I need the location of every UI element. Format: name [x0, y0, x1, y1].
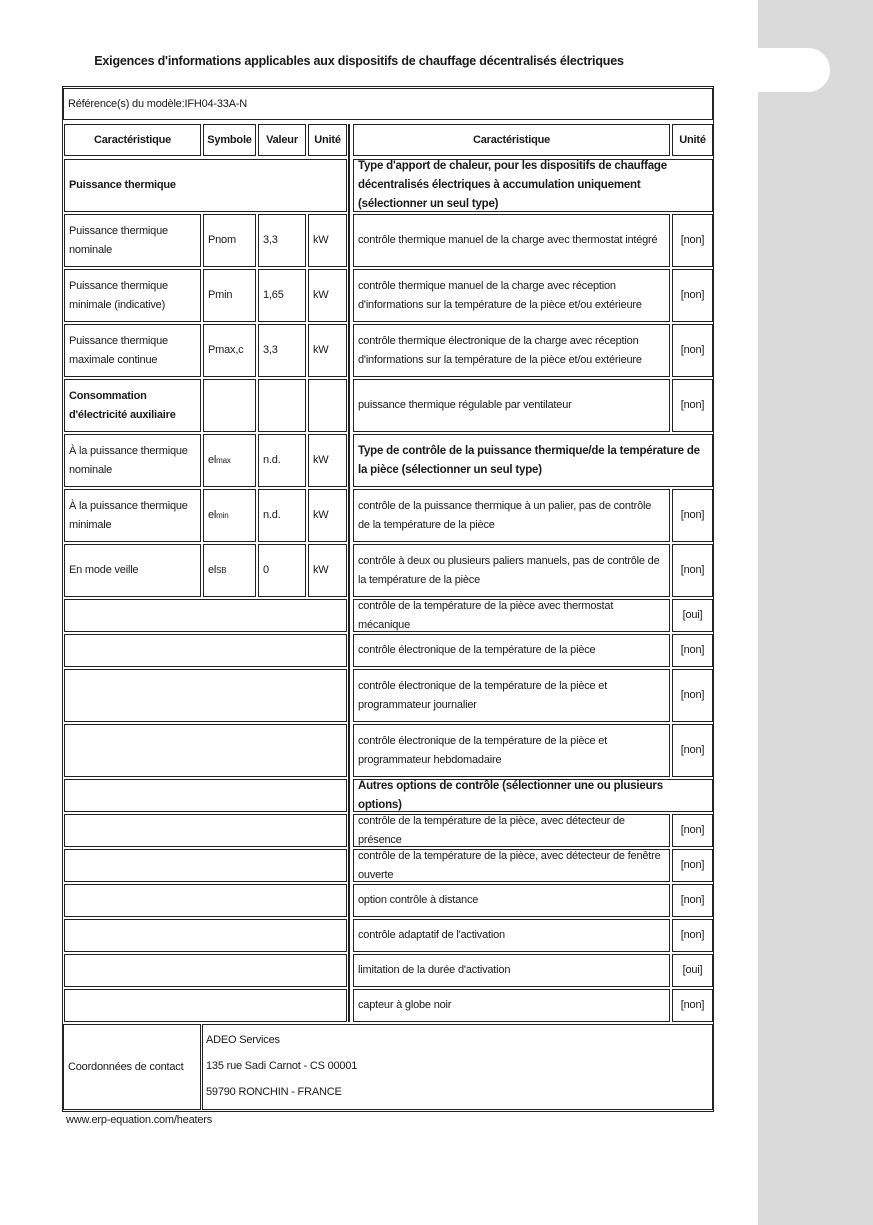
left-row-symbol: Pnom	[203, 214, 256, 267]
left-row-unit	[308, 379, 347, 432]
right-row-label: contrôle de la température de la pièce, avec détecteur de fenêtre ouverte	[353, 849, 670, 882]
header-caracteristique-left: Caractéristique	[64, 124, 201, 156]
header-valeur: Valeur	[258, 124, 306, 156]
right-row-label: contrôle thermique manuel de la charge avec thermostat intégré	[353, 214, 670, 267]
left-row-value: 0	[258, 544, 306, 597]
header-caracteristique-right: Caractéristique	[353, 124, 670, 156]
header-unite-right: Unité	[672, 124, 713, 156]
left-empty-cell	[64, 669, 347, 722]
left-empty-cell	[64, 849, 347, 882]
left-row-symbol: Pmax,c	[203, 324, 256, 377]
right-row-value: [non]	[672, 544, 713, 597]
left-row-unit: kW	[308, 269, 347, 322]
right-row-value: [non]	[672, 669, 713, 722]
header-unite-left: Unité	[308, 124, 347, 156]
left-empty-cell	[64, 954, 347, 987]
left-row-value: 3,3	[258, 324, 306, 377]
left-row-symbol: Pmin	[203, 269, 256, 322]
left-row-value	[258, 379, 306, 432]
left-empty-cell	[64, 779, 347, 812]
left-row-label: À la puissance thermique nominale	[64, 434, 201, 487]
left-row-unit: kW	[308, 489, 347, 542]
right-row-value: [non]	[672, 989, 713, 1022]
left-empty-cell	[64, 989, 347, 1022]
left-row-symbol: el max	[203, 434, 256, 487]
right-row-label: contrôle à deux ou plusieurs paliers manuels, pas de contrôle de la température de la pièce	[353, 544, 670, 597]
left-row-label: Puissance thermique nominale	[64, 214, 201, 267]
right-row-label: contrôle de la température de la pièce avec thermostat mécanique	[353, 599, 670, 632]
right-row-value: [non]	[672, 884, 713, 917]
left-row-unit: kW	[308, 434, 347, 487]
column-separator	[348, 124, 350, 1022]
left-row-label: En mode veille	[64, 544, 201, 597]
left-row-symbol: el min	[203, 489, 256, 542]
right-row-label: contrôle électronique de la température de la pièce et programmateur hebdomadaire	[353, 724, 670, 777]
right-row-value: [non]	[672, 214, 713, 267]
right-row-label: contrôle adaptatif de l'activation	[353, 919, 670, 952]
right-row-label: contrôle thermique électronique de la charge avec réception d'informations sur la température de la pièce et/ou extérieure	[353, 324, 670, 377]
page-margin-tab-strip	[758, 0, 873, 1225]
right-section-title: Autres options de contrôle (sélectionner une ou plusieurs options)	[353, 779, 713, 812]
left-empty-cell	[64, 599, 347, 632]
footer-url: www.erp-equation.com/heaters	[66, 1114, 213, 1126]
left-row-value: 3,3	[258, 214, 306, 267]
right-row-label: contrôle de la puissance thermique à un palier, pas de contrôle de la température de la pièce	[353, 489, 670, 542]
left-row-label: Puissance thermique maximale continue	[64, 324, 201, 377]
contact-label: Coordonnées de contact	[63, 1024, 201, 1110]
right-row-value: [non]	[672, 724, 713, 777]
left-empty-cell	[64, 919, 347, 952]
right-row-label: contrôle thermique manuel de la charge avec réception d'informations sur la température de la pièce et/ou extérieure	[353, 269, 670, 322]
right-row-value: [non]	[672, 379, 713, 432]
contact-line-2: 135 rue Sadi Carnot - CS 00001	[206, 1060, 358, 1072]
left-row-value: n.d.	[258, 489, 306, 542]
left-row-unit: kW	[308, 544, 347, 597]
right-row-value: [non]	[672, 814, 713, 847]
left-row-label: Consommation d'électricité auxiliaire	[64, 379, 201, 432]
left-empty-cell	[64, 634, 347, 667]
right-row-value: [oui]	[672, 954, 713, 987]
right-row-value: [non]	[672, 634, 713, 667]
section-type-apport-chaleur: Type d'apport de chaleur, pour les dispositifs de chauffage décentralisés électriques à accumulation uniquement (sélectionner un seul type)	[353, 159, 713, 212]
symbol-subscript: min	[216, 511, 229, 520]
left-row-symbol: el SB	[203, 544, 256, 597]
right-row-value: [non]	[672, 849, 713, 882]
left-empty-cell	[64, 724, 347, 777]
symbol-subscript: max	[216, 456, 231, 465]
left-empty-cell	[64, 884, 347, 917]
left-row-value: 1,65	[258, 269, 306, 322]
right-row-label: contrôle électronique de la température de la pièce	[353, 634, 670, 667]
left-row-label: À la puissance thermique minimale	[64, 489, 201, 542]
contact-line-3: 59790 RONCHIN - FRANCE	[206, 1086, 342, 1098]
left-row-unit: kW	[308, 214, 347, 267]
left-row-value: n.d.	[258, 434, 306, 487]
header-symbole: Symbole	[203, 124, 256, 156]
left-row-unit: kW	[308, 324, 347, 377]
contact-line-1: ADEO Services	[206, 1034, 280, 1046]
page-tab	[758, 48, 830, 92]
section-puissance-thermique: Puissance thermique	[64, 159, 347, 212]
right-row-value: [non]	[672, 489, 713, 542]
right-row-label: capteur à globe noir	[353, 989, 670, 1022]
right-row-label: limitation de la durée d'activation	[353, 954, 670, 987]
left-empty-cell	[64, 814, 347, 847]
model-reference: Référence(s) du modèle:IFH04-33A-N	[63, 88, 713, 120]
symbol-subscript: SB	[216, 566, 227, 575]
right-row-label: option contrôle à distance	[353, 884, 670, 917]
right-row-label: contrôle de la température de la pièce, avec détecteur de présence	[353, 814, 670, 847]
right-row-value: [non]	[672, 269, 713, 322]
right-row-value: [oui]	[672, 599, 713, 632]
left-row-label: Puissance thermique minimale (indicative)	[64, 269, 201, 322]
right-row-label: puissance thermique régulable par ventilateur	[353, 379, 670, 432]
right-row-value: [non]	[672, 919, 713, 952]
right-row-value: [non]	[672, 324, 713, 377]
right-row-label: contrôle électronique de la température de la pièce et programmateur journalier	[353, 669, 670, 722]
left-row-symbol	[203, 379, 256, 432]
document-title: Exigences d'informations applicables aux dispositifs de chauffage décentralisés électriques	[94, 54, 624, 68]
right-section-title: Type de contrôle de la puissance thermique/de la température de la pièce (sélectionner un seul type)	[353, 434, 713, 487]
